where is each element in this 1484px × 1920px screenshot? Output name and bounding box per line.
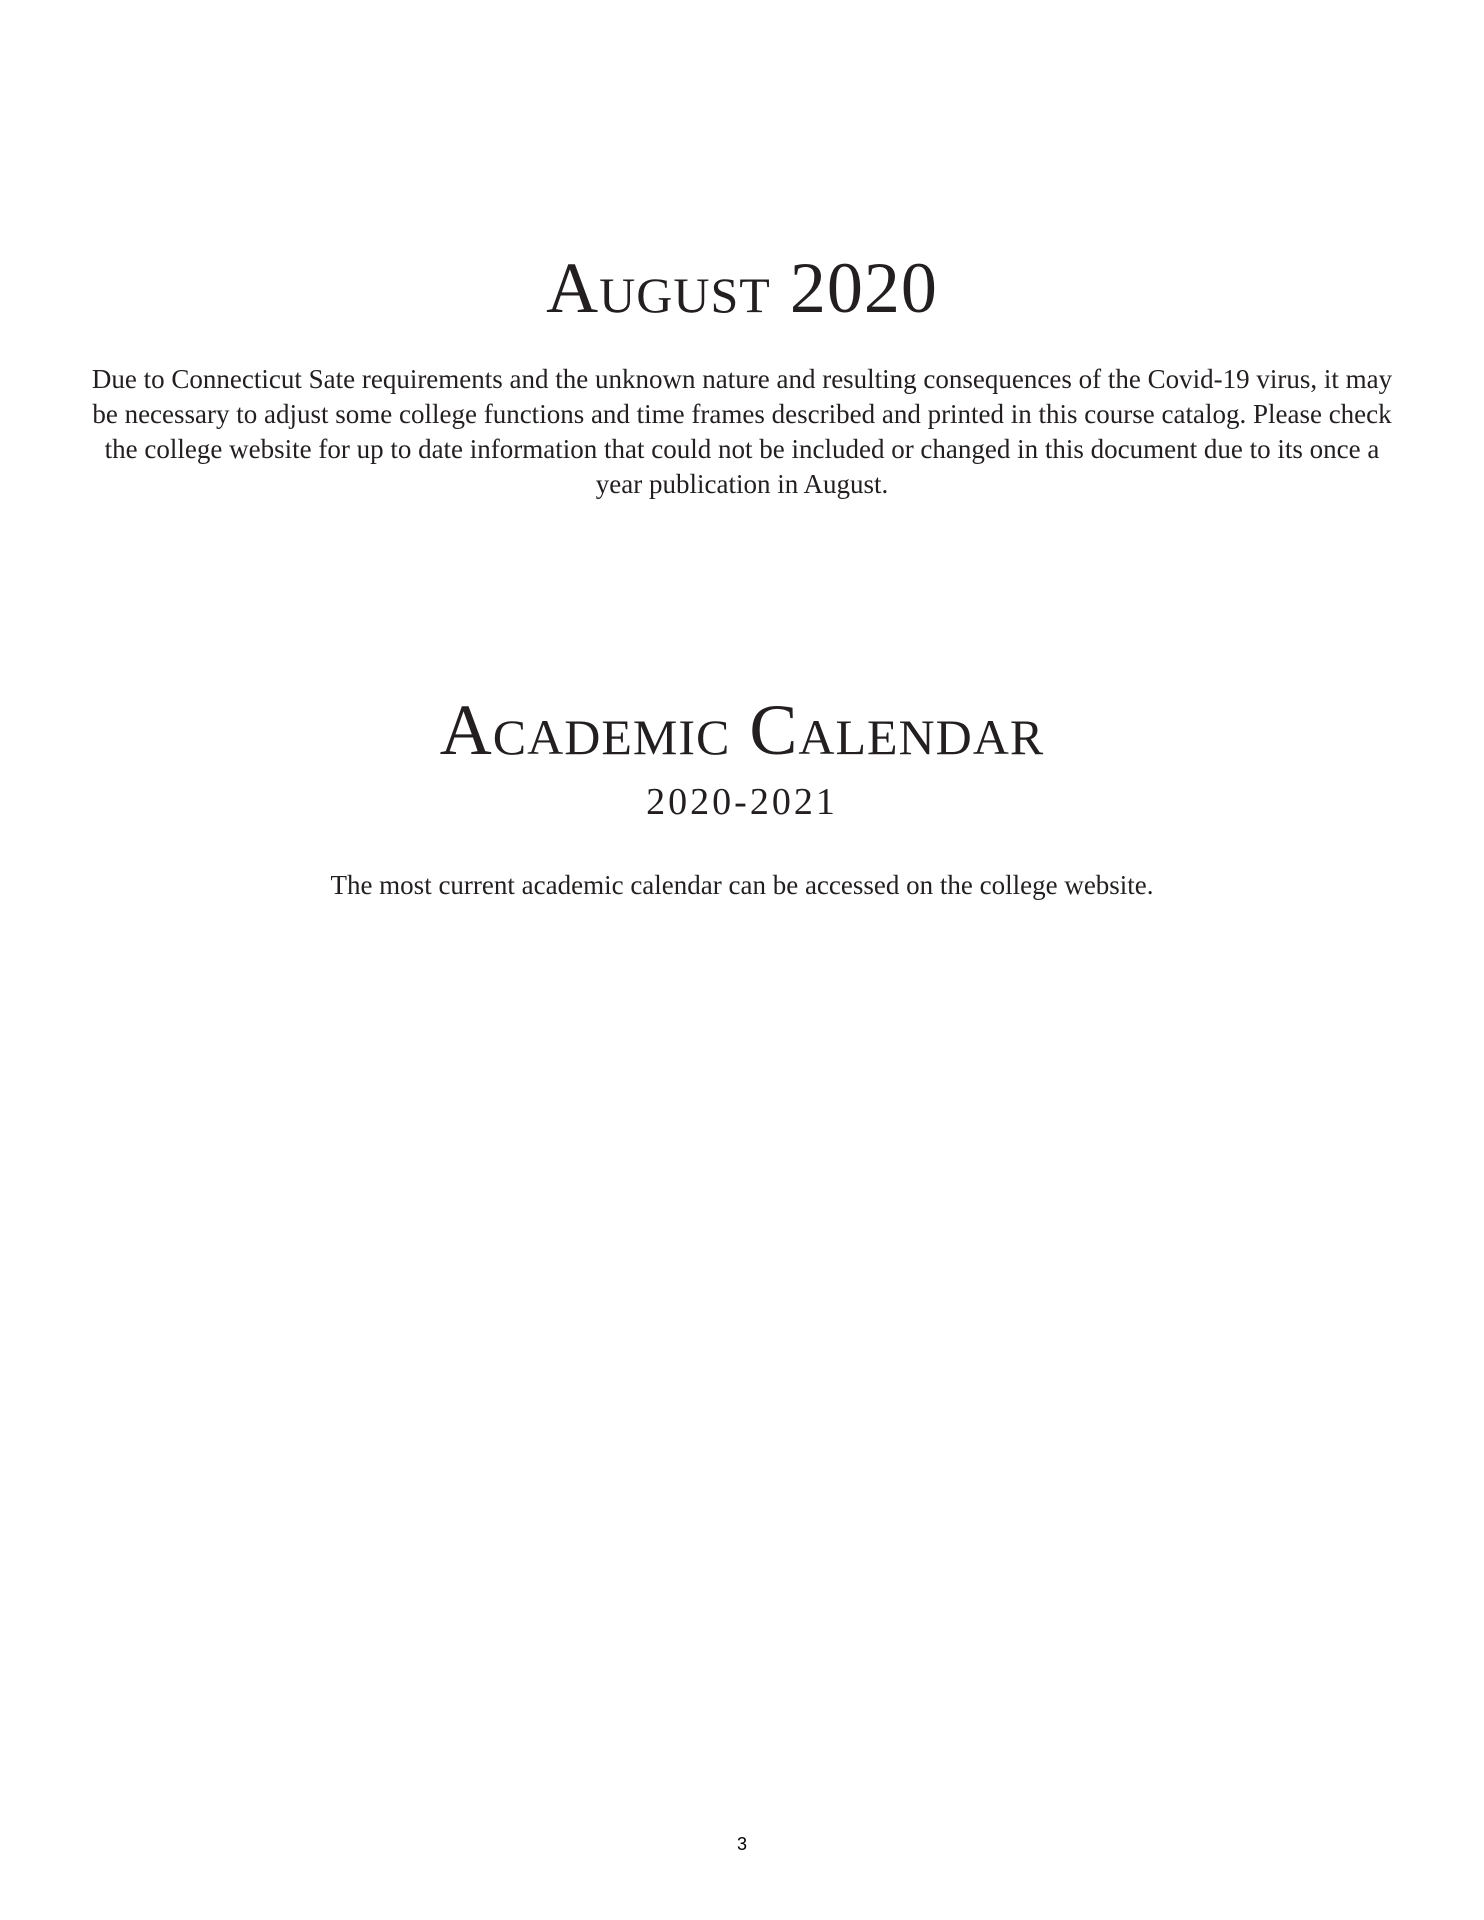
notice-body-text: Due to Connecticut Sate requirements and the unknown nature and resulting consequences of the Covid-19 virus, it may be necessary to adjust some college functions and time frames described and printed in this course catalog. Please check the college website for up to date information that could not be included or changed in this document due to its once a year publication in August. (91, 364, 1393, 499)
calendar-note-text: The most current academic calendar can be accessed on the college website. (330, 870, 1154, 900)
academic-calendar-heading: Academic Calendar (439, 690, 1045, 770)
page-number: 3 (736, 1834, 747, 1854)
notice-heading: August 2020 (546, 248, 938, 328)
academic-year-subtitle: 2020-2021 (646, 781, 838, 823)
